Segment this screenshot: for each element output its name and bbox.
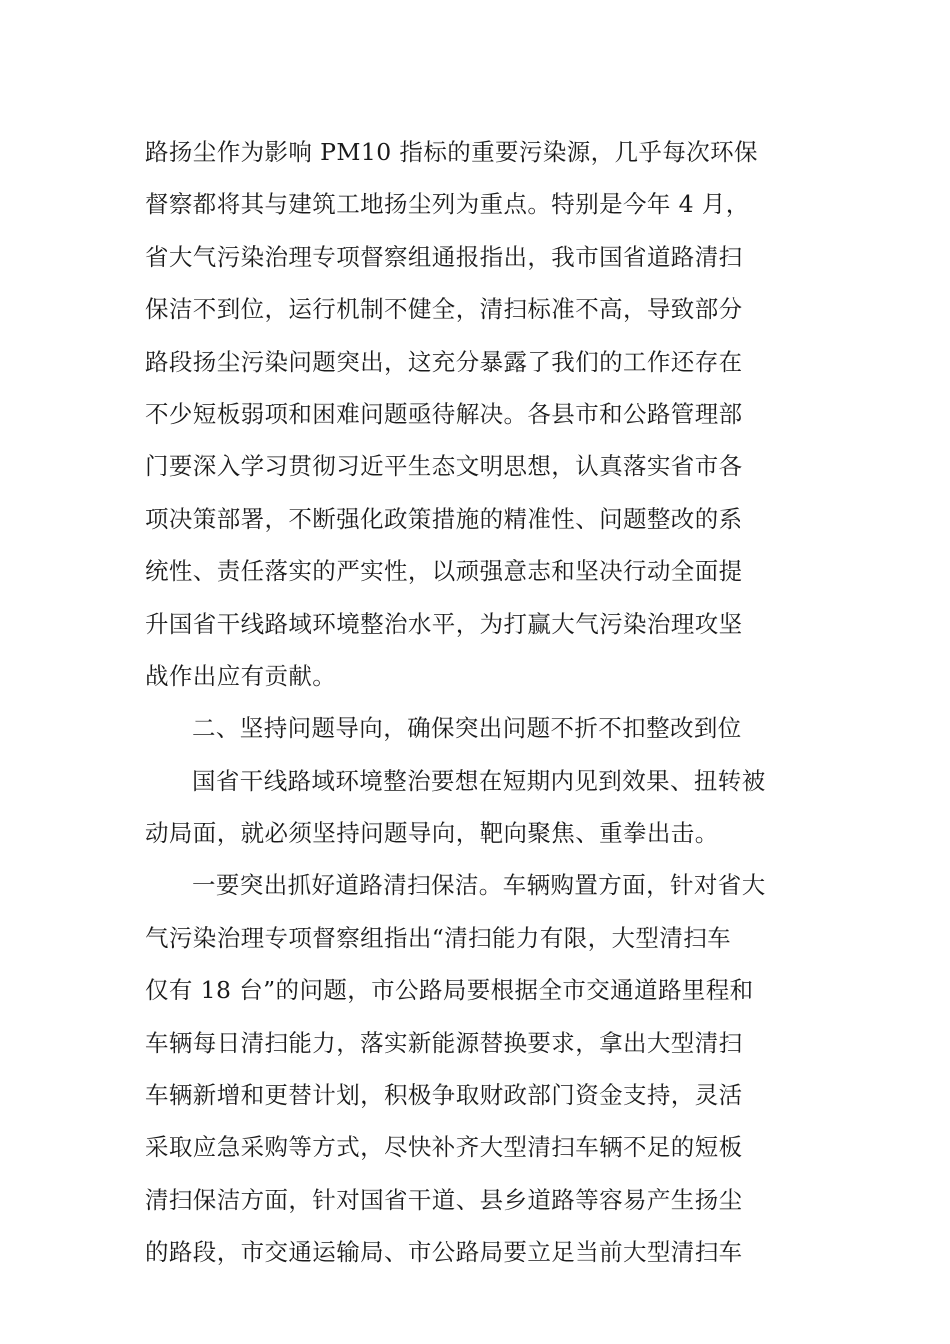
text-line: 车辆新增和更替计划，积极争取财政部门资金支持，灵活: [145, 1081, 743, 1110]
text-line: 升国省干线路域环境整治水平，为打赢大气污染治理攻坚: [145, 609, 743, 638]
text-line: 路扬尘作为影响 PM10 指标的重要污染源，几乎每次环保: [145, 138, 758, 166]
text-line: 督察都将其与建筑工地扬尘列为重点。特别是今年 4 月，: [145, 190, 750, 219]
text-line: 仅有 18 台”的问题，市公路局要根据全市交通道路里程和: [145, 976, 754, 1005]
text-line: 采取应急采购等方式，尽快补齐大型清扫车辆不足的短板: [145, 1133, 743, 1162]
text-line: 动局面，就必须坚持问题导向，靶向聚焦、重拳出击。: [145, 819, 719, 848]
text-line: 统性、责任落实的严实性，以顽强意志和坚决行动全面提: [145, 557, 743, 586]
document-body: [145, 126, 805, 1279]
text-line: 省大气污染治理专项督察组通报指出，我市国省道路清扫: [145, 242, 743, 271]
text-line: 保洁不到位，运行机制不健全，清扫标准不高，导致部分: [145, 295, 743, 324]
text-line: 战作出应有贡献。: [145, 661, 337, 690]
text-line: 气污染治理专项督察组指出“清扫能力有限，大型清扫车: [145, 923, 732, 952]
text-line: 路段扬尘污染问题突出，这充分暴露了我们的工作还存在: [145, 347, 743, 376]
text-line: 不少短板弱项和困难问题亟待解决。各县市和公路管理部: [145, 399, 743, 428]
section-heading: 二、坚持问题导向，确保突出问题不折不扣整改到位: [192, 714, 742, 743]
text-line: 的路段，市交通运输局、市公路局要立足当前大型清扫车: [145, 1238, 743, 1267]
text-line: 门要深入学习贯彻习近平生态文明思想，认真落实省市各: [145, 452, 743, 481]
text-line: 车辆每日清扫能力，落实新能源替换要求，拿出大型清扫: [145, 1028, 743, 1057]
text-line: 清扫保洁方面，针对国省干道、县乡道路等容易产生扬尘: [145, 1185, 743, 1214]
text-line: 一要突出抓好道路清扫保洁。车辆购置方面，针对省大: [192, 871, 766, 900]
text-line: 项决策部署，不断强化政策措施的精准性、问题整改的系: [145, 504, 743, 533]
text-line: 国省干线路域环境整治要想在短期内见到效果、扭转被: [192, 766, 766, 795]
